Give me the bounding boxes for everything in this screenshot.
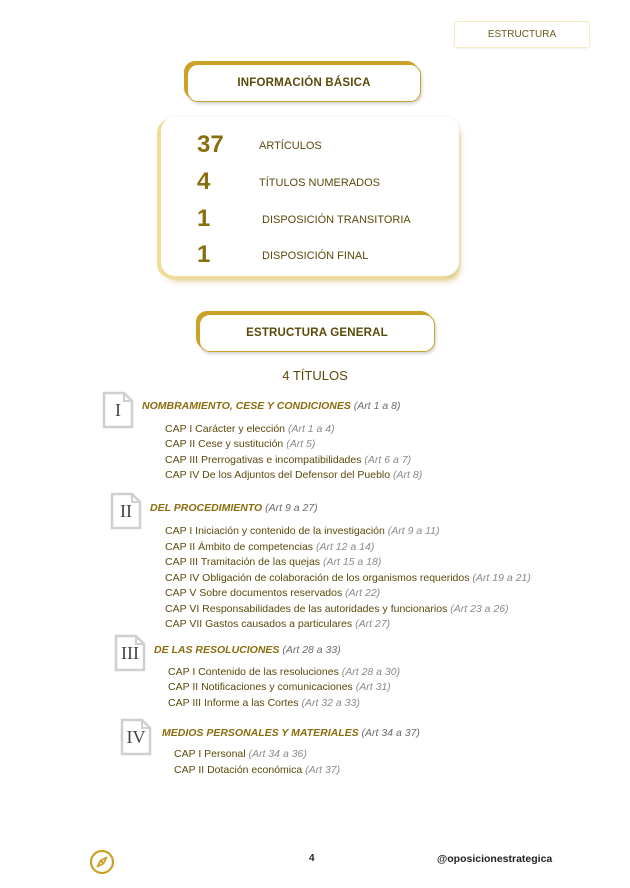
chapter-ref: (Art 1 a 4): [287, 423, 335, 435]
title-name: NOMBRAMIENTO, CESE Y CONDICIONES: [142, 400, 351, 412]
stat-row: [161, 168, 459, 198]
compass-icon: [89, 849, 115, 875]
chapter-item: [174, 748, 307, 760]
chapter-label: CAP IV De los Adjuntos del Defensor del Pueblo: [165, 469, 391, 481]
chapter-item: [168, 697, 360, 709]
chapter-item: [168, 681, 391, 693]
chapter-ref: (Art 5): [286, 438, 316, 450]
chapter-ref: (Art 31): [355, 681, 391, 693]
chapter-label: CAP I Iniciación y contenido de la investigación: [165, 525, 385, 537]
stat-number: 1: [197, 205, 211, 232]
chapter-ref: (Art 37): [305, 764, 341, 776]
title-number: II: [120, 501, 132, 521]
title-heading: [162, 727, 420, 739]
info-box: [161, 117, 459, 276]
chapter-item: [168, 666, 400, 678]
chapter-ref: (Art 34 a 36): [248, 748, 307, 760]
title-heading: [150, 502, 318, 514]
stat-row: [161, 205, 459, 235]
chapter-ref: (Art 9 a 11): [387, 525, 440, 537]
title-heading: [154, 644, 341, 656]
chapter-label: CAP II Notificaciones y comunicaciones: [168, 681, 353, 693]
document-icon: [114, 634, 146, 672]
chapter-item: [165, 618, 390, 630]
chapter-label: CAP III Tramitación de las quejas: [165, 556, 321, 568]
info-header: INFORMACIÓN BÁSICA: [187, 64, 421, 102]
chapter-item: [165, 525, 440, 537]
section-tag: ESTRUCTURA: [454, 21, 590, 48]
chapter-label: CAP V Sobre documentos reservados: [165, 587, 343, 599]
social-handle: @oposicionestrategica: [437, 853, 553, 865]
chapter-label: CAP II Dotación económica: [174, 764, 303, 776]
chapter-ref: (Art 8): [393, 469, 423, 481]
chapter-item: [165, 454, 411, 466]
title-ref: (Art 28 a 33): [282, 644, 341, 656]
title-heading: [142, 400, 400, 412]
document-icon: [120, 718, 152, 756]
stat-label: DISPOSICIÓN FINAL: [262, 250, 369, 262]
structure-header: ESTRUCTURA GENERAL: [199, 314, 435, 352]
title-ref: (Art 1 a 8): [353, 400, 401, 412]
stat-label: ARTÍCULOS: [259, 140, 322, 152]
title-name: MEDIOS PERSONALES Y MATERIALES: [162, 727, 359, 739]
chapter-item: [165, 556, 381, 568]
page-number: 4: [309, 853, 315, 864]
chapter-item: [165, 423, 335, 435]
title-number: III: [121, 643, 139, 663]
title-number: I: [115, 400, 121, 420]
chapter-label: CAP VI Responsabilidades de las autoridades y funcionarios: [165, 603, 448, 615]
chapter-ref: (Art 27): [355, 618, 391, 630]
titles-count: 4 TÍTULOS: [282, 368, 348, 383]
chapter-item: [165, 438, 315, 450]
chapter-ref: (Art 19 a 21): [472, 572, 531, 584]
chapter-ref: (Art 28 a 30): [341, 666, 401, 678]
chapter-item: [165, 541, 374, 553]
chapter-ref: (Art 15 a 18): [322, 556, 382, 568]
chapter-label: CAP VII Gastos causados a particulares: [165, 618, 353, 630]
title-ref: (Art 34 a 37): [361, 727, 420, 739]
stat-row: [161, 241, 459, 271]
stat-row: [161, 131, 459, 161]
title-number: IV: [126, 727, 146, 747]
chapter-item: [165, 587, 380, 599]
chapter-label: CAP III Informe a las Cortes: [168, 697, 299, 709]
chapter-label: CAP I Carácter y elección: [165, 423, 286, 435]
stat-label: TÍTULOS NUMERADOS: [259, 177, 381, 189]
chapter-ref: (Art 22): [345, 587, 381, 599]
chapter-ref: (Art 6 a 7): [364, 454, 412, 466]
chapter-label: CAP IV Obligación de colaboración de los organismos requeridos: [165, 572, 470, 584]
title-ref: (Art 9 a 27): [265, 502, 318, 514]
chapter-label: CAP II Ámbito de competencias: [165, 541, 314, 553]
chapter-label: CAP I Contenido de las resoluciones: [168, 666, 339, 678]
chapter-ref: (Art 12 a 14): [315, 541, 375, 553]
stat-number: 1: [197, 241, 211, 268]
chapter-item: [174, 764, 340, 776]
chapter-item: [165, 572, 531, 584]
chapter-label: CAP III Prerrogativas e incompatibilidades: [165, 454, 362, 466]
document-icon: [102, 391, 134, 429]
stat-number: 37: [197, 131, 224, 158]
chapter-ref: (Art 32 a 33): [301, 697, 360, 709]
chapter-item: [165, 469, 422, 481]
chapter-item: [165, 603, 509, 615]
chapter-ref: (Art 23 a 26): [450, 603, 509, 615]
title-name: DEL PROCEDIMIENTO: [150, 502, 263, 514]
stat-number: 4: [197, 168, 211, 195]
chapter-label: CAP II Cese y sustitución: [165, 438, 284, 450]
title-name: DE LAS RESOLUCIONES: [154, 644, 280, 656]
document-icon: [110, 492, 142, 530]
stat-label: DISPOSICIÓN TRANSITORIA: [262, 214, 411, 226]
chapter-label: CAP I Personal: [174, 748, 246, 760]
